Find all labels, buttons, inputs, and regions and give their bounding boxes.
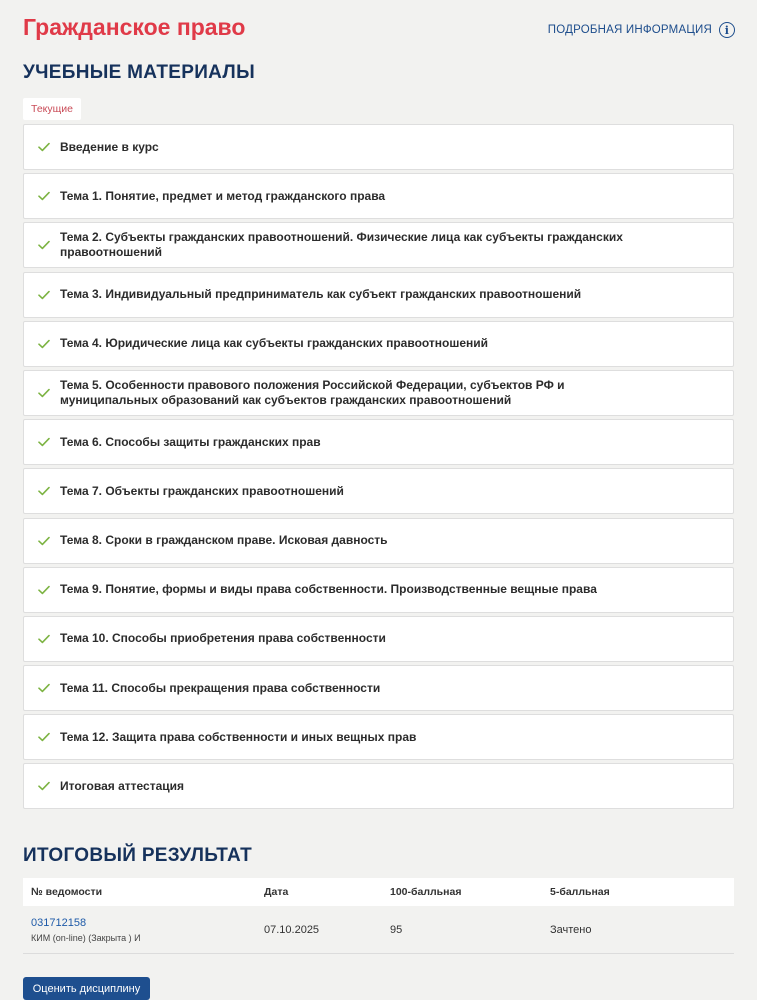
table-header (23, 878, 734, 906)
material-label: Тема 8. Сроки в гражданском праве. Исковая давность (60, 533, 388, 547)
check-icon (38, 191, 50, 201)
material-item[interactable] (23, 567, 734, 613)
info-icon[interactable]: i (719, 22, 735, 38)
col-score5-header: 5-балльная (550, 886, 610, 898)
material-item[interactable] (23, 419, 734, 465)
material-label: Тема 2. Субъекты гражданских правоотношений. Физические лица как субъекты гражданских правоотношений (60, 230, 623, 260)
material-item[interactable] (23, 173, 734, 219)
col-date-header: Дата (264, 886, 289, 898)
material-label: Тема 4. Юридические лица как субъекты гражданских правоотношений (60, 336, 489, 351)
materials-title: УЧЕБНЫЕ МАТЕРИАЛЫ (23, 62, 255, 83)
col-score100-header: 100-балльная (390, 886, 462, 898)
top-strip (0, 0, 757, 4)
page-title: Гражданское право (23, 14, 246, 40)
material-label: Введение в курс (60, 139, 159, 154)
check-icon (38, 142, 50, 152)
material-item[interactable] (23, 222, 734, 268)
check-icon (38, 290, 50, 300)
date-cell: 07.10.2025 (264, 923, 320, 936)
check-icon (38, 683, 50, 693)
check-icon (38, 634, 50, 644)
table-row (23, 906, 734, 954)
check-icon (38, 339, 50, 349)
score5-cell: Зачтено (550, 923, 592, 936)
material-item[interactable] (23, 321, 734, 367)
material-item[interactable] (23, 468, 734, 514)
material-label: Тема 5. Особенности правового положения Российской Федерации, субъектов РФ и муниципальных образований как субъектов гражданских правоотношений (60, 377, 565, 407)
result-title: ИТОГОВЫЙ РЕЗУЛЬТАТ (23, 845, 253, 866)
material-label: Тема 9. Понятие, формы и виды права собственности. Производственные вещные права (60, 582, 597, 597)
material-item[interactable] (23, 272, 734, 318)
rate-discipline-button[interactable]: Оценить дисциплину (23, 977, 150, 1000)
check-icon (38, 240, 50, 250)
check-icon (38, 388, 50, 398)
material-item[interactable] (23, 763, 734, 809)
details-link-label: ПОДРОБНАЯ ИНФОРМАЦИЯ (547, 24, 712, 36)
material-item[interactable] (23, 714, 734, 760)
check-icon (38, 486, 50, 496)
col-sheet-header: № ведомости (31, 886, 103, 898)
material-label: Тема 11. Способы прекращения права собственности (60, 680, 381, 695)
check-icon (38, 781, 50, 791)
tab-current[interactable]: Текущие (23, 98, 81, 120)
material-item[interactable] (23, 124, 734, 170)
material-label: Тема 10. Способы приобретения права собственности (60, 631, 386, 646)
material-item[interactable] (23, 370, 734, 416)
material-item[interactable] (23, 518, 734, 564)
material-item[interactable] (23, 616, 734, 662)
material-item[interactable] (23, 665, 734, 711)
material-label: Тема 1. Понятие, предмет и метод гражданского права (60, 188, 386, 203)
material-label: Тема 6. Способы защиты гражданских прав (60, 434, 321, 449)
sheet-number-link[interactable]: 031712158 (31, 916, 87, 929)
score100-cell: 95 (390, 923, 403, 936)
materials-list (23, 124, 734, 813)
result-table (23, 878, 734, 954)
check-icon (38, 437, 50, 447)
material-label: Тема 3. Индивидуальный предприниматель как субъект гражданских правоотношений (60, 287, 582, 302)
sheet-description: КИМ (on-line) (Закрыта ) И (31, 932, 141, 943)
check-icon (38, 585, 50, 595)
material-label: Итоговая аттестация (60, 778, 184, 793)
check-icon (38, 732, 50, 742)
sheet-cell (23, 917, 264, 943)
material-label: Тема 12. Защита права собственности и иных вещных прав (60, 729, 417, 744)
details-link[interactable] (548, 22, 735, 38)
material-label: Тема 7. Объекты гражданских правоотношений (60, 483, 344, 498)
check-icon (38, 536, 50, 546)
